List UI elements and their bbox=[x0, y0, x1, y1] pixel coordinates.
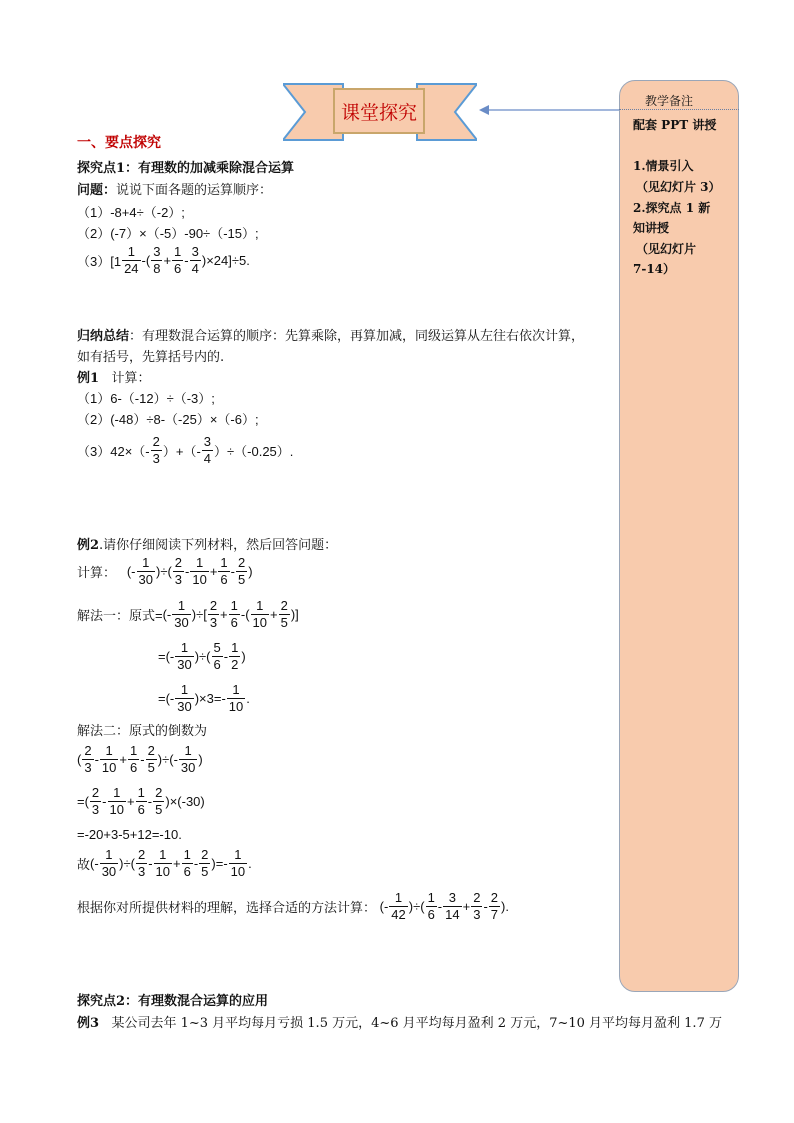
side-subtitle: 配套 PPT 讲授 bbox=[633, 118, 717, 132]
summary-line-1: ：有理数混合运算的顺序：先算乘除，再算加减，同级运算从左往右依次计算， bbox=[129, 329, 585, 344]
solution1-line2: =(- $\frac{1}{30}$ )÷( $\frac{5}{6}$ - $\frac{1}{2}$ ) bbox=[158, 640, 246, 672]
section-heading: 一、要点探究 bbox=[77, 135, 161, 151]
solution2-line2: =( $\frac{2}{3}$ - $\frac{1}{10}$ + $\frac{1}{6}$ - $\frac{2}{5}$ )×(-30) bbox=[77, 785, 205, 817]
side-divider bbox=[619, 109, 739, 110]
solution2-line1: ( $\frac{2}{3}$ - $\frac{1}{10}$ + $\frac{1}{6}$ - $\frac{2}{5}$ )÷(- $\frac{1}{30}$ ) bbox=[77, 743, 203, 775]
example2-intro: .请你仔细阅读下列材料，然后回答问题： bbox=[99, 538, 338, 553]
solution1-line3: =(- $\frac{1}{30}$ )×3=- $\frac{1}{10}$ . bbox=[158, 682, 250, 714]
example3-text: 某公司去年 1~3 月平均每月亏损 1.5 万元，4~6 月平均每月盈利 2 万元，7~10 月平均每月盈利 1.7 万 bbox=[111, 1016, 722, 1031]
example1-item-3: （3）42×（- $\frac{2}{3}$ ）+（- $\frac{3}{4}$ ）÷（-0.25）. bbox=[77, 434, 294, 466]
point1-title: 探究点1：有理数的加减乘除混合运算 bbox=[77, 161, 295, 176]
side-item-1-sub: （见幻灯片 3） bbox=[636, 180, 721, 194]
example1-text: 计算： bbox=[111, 371, 151, 386]
example2-label: 例2 bbox=[77, 538, 100, 553]
question-2: （2）(-7）×（-5）-90÷（-15）; bbox=[77, 226, 259, 241]
side-item-2d: 7-14） bbox=[633, 262, 676, 276]
side-item-2c: （见幻灯片 bbox=[636, 242, 697, 256]
teaching-notes-panel bbox=[619, 80, 739, 992]
question-text: 说说下面各题的运算顺序： bbox=[116, 183, 273, 198]
example1-item-1: （1）6-（-12）÷（-3）; bbox=[77, 391, 215, 406]
summary-line-2: 如有括号，先算括号内的. bbox=[77, 350, 225, 365]
solution2-label: 解法二：原式的倒数为 bbox=[77, 724, 208, 739]
example1-label: 例1 bbox=[77, 371, 100, 386]
side-item-2a: 2.探究点 1 新 bbox=[633, 201, 711, 215]
side-title: 教学备注 bbox=[645, 94, 694, 108]
banner-title: 课堂探究 bbox=[333, 88, 425, 134]
side-item-2b: 知讲授 bbox=[633, 221, 670, 235]
example3-label: 例3 bbox=[77, 1016, 100, 1031]
arrow-icon bbox=[478, 100, 623, 122]
point2-title: 探究点2：有理数混合运算的应用 bbox=[77, 994, 269, 1009]
side-item-1: 1.情景引入 bbox=[633, 159, 694, 173]
question-3: （3）[1 $\frac{1}{24}$ -( $\frac{3}{8}$ + $\frac{1}{6}$ - $\frac{3}{4}$ )×24]÷5. bbox=[77, 244, 250, 276]
therefore-line: 故(- $\frac{1}{30}$ )÷( $\frac{2}{3}$ - $\frac{1}{10}$ + $\frac{1}{6}$ - $\frac{2}{5}$ )=- $\frac{1}{10}$ . bbox=[77, 847, 252, 879]
summary-label: 归纳总结 bbox=[77, 329, 130, 344]
solution1-line1: 解法一：原式=(- $\frac{1}{30}$ )÷[ $\frac{2}{3}$ + $\frac{1}{6}$ -( $\frac{1}{10}$ + $\frac{2}{5}$ )] bbox=[77, 598, 299, 630]
example2-calc: 计算： (- $\frac{1}{30}$ )÷( $\frac{2}{3}$ - $\frac{1}{10}$ + $\frac{1}{6}$ - $\frac{2}{5}$ ) bbox=[77, 555, 253, 587]
example2-question: 根据你对所提供材料的理解，选择合适的方法计算： (- $\frac{1}{42}$ )÷( $\frac{1}{6}$ - $\frac{3}{14}$ + $\frac{2}{3}$ - $\frac{2}{7}$ ). bbox=[77, 890, 509, 922]
question-1: （1）-8+4÷（-2）; bbox=[77, 205, 185, 220]
question-label: 问题： bbox=[77, 183, 117, 198]
example1-item-2: （2）(-48）÷8-（-25）×（-6）; bbox=[77, 412, 259, 427]
solution2-result: =-20+3-5+12=-10. bbox=[77, 827, 182, 842]
